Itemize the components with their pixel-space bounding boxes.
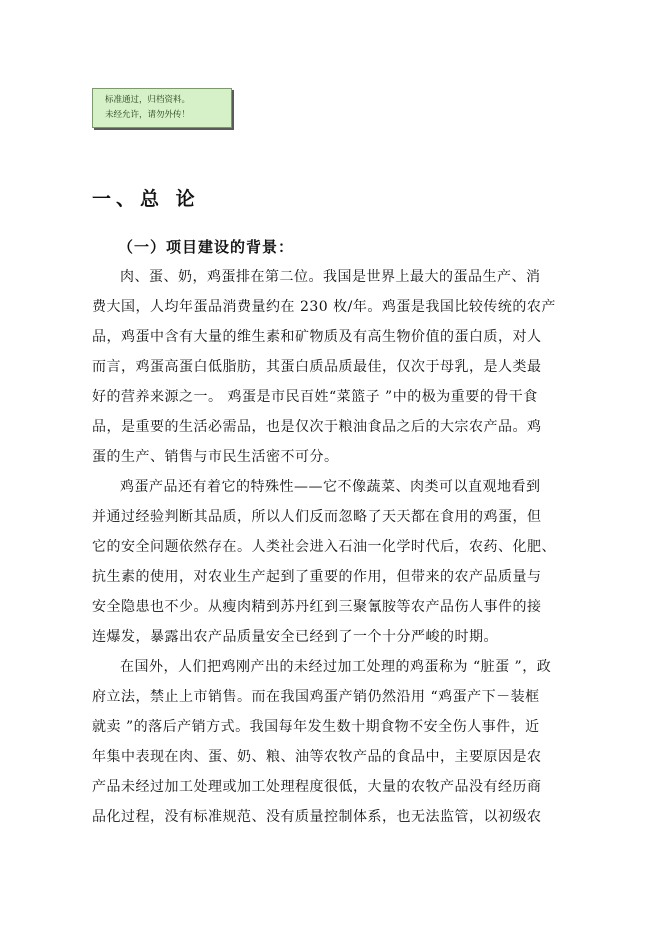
text-line: 府立法，禁止上市销售。而在我国鸡蛋产销仍然沿用 “鸡蛋产下－装框 (92, 689, 540, 705)
section-heading: 一、总 论 (92, 188, 200, 210)
text-line: 就卖 ”的落后产销方式。我国每年发生数十期食物不安全伤人事件，近 (92, 719, 540, 735)
notice-line-1: 标准通过，归档资料。 (105, 95, 191, 105)
text-line: 鸡蛋产品还有着它的特殊性——它不像蔬菜、肉类可以直观地看到 (120, 479, 541, 495)
subsection-heading: （一）项目建设的背景： (118, 238, 295, 256)
text-line: 安全隐患也不少。从瘦肉精到苏丹红到三聚氰胺等农产品伤人事件的接 (92, 599, 542, 615)
text-line: 而言，鸡蛋高蛋白低脂肪，其蛋白质品质最佳，仅次于母乳，是人类最 (92, 359, 542, 375)
text-line: 连爆发，暴露出农产品质量安全已经到了一个十分严峻的时期。 (92, 629, 498, 645)
text-line: 产品未经过加工处理或加工处理程度很低，大量的农牧产品没有经历商 (92, 779, 542, 795)
notice-line-2: 未经允许，请勿外传！ (105, 110, 191, 120)
paragraph (92, 472, 574, 652)
text-line: 品，是重要的生活必需品，也是仅次于粮油食品之后的大宗农产品。鸡 (92, 419, 542, 435)
paragraph (92, 652, 574, 832)
text-line: 费大国，人均年蛋品消费量约在 230 枚/年。鸡蛋是我国比较传统的农产 (92, 299, 556, 315)
text-line: 品，鸡蛋中含有大量的维生素和矿物质及有高生物价值的蛋白质，对人 (92, 329, 542, 345)
text-line: 肉、蛋、奶，鸡蛋排在第二位。我国是世界上最大的蛋品生产、消 (120, 269, 541, 285)
text-line: 蛋的生产、销售与市民生活密不可分。 (92, 449, 339, 465)
text-line: 好的营养来源之一。 鸡蛋是市民百姓“菜篮子 ”中的极为重要的骨干食 (92, 389, 538, 405)
text-line: 并通过经验判断其品质，所以人们反而忽略了天天都在食用的鸡蛋，但 (92, 509, 542, 525)
text-line: 抗生素的使用，对农业生产起到了重要的作用，但带来的农产品质量与 (92, 569, 542, 585)
paragraph (92, 262, 574, 472)
archive-notice-stamp (92, 88, 232, 128)
text-line: 品化过程，没有标准规范、没有质量控制体系，也无法监管，以初级农 (92, 809, 542, 825)
text-line: 它的安全问题依然存在。人类社会进入石油一化学时代后，农药、化肥、 (92, 539, 556, 555)
text-line: 在国外，人们把鸡刚产出的未经过加工处理的鸡蛋称为 “脏蛋 ”，政 (120, 659, 552, 675)
text-line: 年集中表现在肉、蛋、奶、粮、油等农牧产品的食品中，主要原因是农 (92, 749, 542, 765)
document-body (92, 262, 574, 832)
